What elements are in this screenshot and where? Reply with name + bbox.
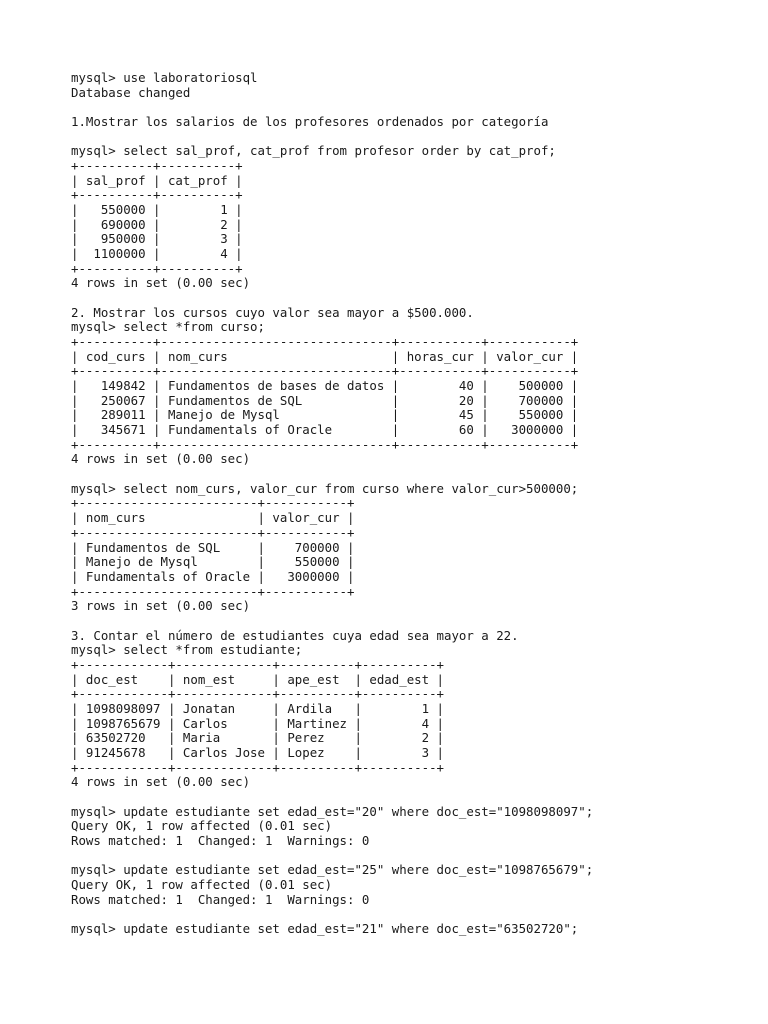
transcript-line: Database changed (71, 84, 191, 100)
transcript-line: 2. Mostrar los cursos cuyo valor sea mayor a $500.000. (71, 304, 474, 320)
transcript-line: | Fundamentals of Oracle | 3000000 | (71, 568, 355, 584)
transcript-line: mysql> update estudiante set edad_est="20" where doc_est="1098098097"; (71, 803, 594, 819)
transcript-line: mysql> select *from estudiante; (71, 642, 303, 658)
transcript-line: | 289011 | Manejo de Mysql | 45 | 550000 | (71, 407, 579, 423)
transcript-line (71, 130, 593, 145)
sql-session-transcript (71, 71, 593, 937)
transcript-line (71, 907, 593, 922)
transcript-line: | sal_prof | cat_prof | (71, 172, 243, 188)
transcript-line: Query OK, 1 row affected (0.01 sec) (71, 818, 333, 834)
transcript-line: | 1098765679 | Carlos | Martinez | 4 | (71, 715, 444, 731)
transcript-line (71, 467, 593, 482)
transcript-line: 1.Mostrar los salarios de los profesores ordenados por categoría (71, 114, 549, 130)
transcript-line: mysql> select sal_prof, cat_prof from profesor order by cat_prof; (71, 143, 556, 159)
transcript-line: | 345671 | Fundamentals of Oracle | 60 | 3000000 | (71, 422, 579, 438)
transcript-line: | 1100000 | 4 | (71, 246, 243, 262)
transcript-line (71, 849, 593, 864)
transcript-line (71, 614, 593, 629)
transcript-line (71, 100, 593, 115)
transcript-line: +----------+----------+ (71, 260, 243, 276)
transcript-line: +----------+-------------------------------+-----------+-----------+ (71, 436, 579, 452)
transcript-line: mysql> select nom_curs, valor_cur from curso where valor_cur>500000; (71, 480, 579, 496)
transcript-line: +----------+----------+ (71, 158, 243, 174)
transcript-line: | 950000 | 3 | (71, 231, 243, 247)
transcript-line: | 1098098097 | Jonatan | Ardila | 1 | (71, 700, 444, 716)
transcript-line: 3. Contar el número de estudiantes cuya edad sea mayor a 22. (71, 627, 519, 643)
transcript-line: +----------+-------------------------------+-----------+-----------+ (71, 363, 579, 379)
transcript-line: | 690000 | 2 | (71, 216, 243, 232)
transcript-line: +------------------------+-----------+ (71, 583, 355, 599)
transcript-line (71, 291, 593, 306)
transcript-line: | 91245678 | Carlos Jose | Lopez | 3 | (71, 744, 444, 760)
transcript-line: | 250067 | Fundamentos de SQL | 20 | 700000 | (71, 392, 579, 408)
transcript-line: Query OK, 1 row affected (0.01 sec) (71, 876, 333, 892)
transcript-line: | Manejo de Mysql | 550000 | (71, 554, 355, 570)
transcript-line: +----------+----------+ (71, 187, 243, 203)
transcript-line: | doc_est | nom_est | ape_est | edad_est | (71, 671, 444, 687)
transcript-line: +------------+-------------+----------+----------+ (71, 759, 444, 775)
transcript-line: +----------+-------------------------------+-----------+-----------+ (71, 334, 579, 350)
transcript-line: | Fundamentos de SQL | 700000 | (71, 539, 355, 555)
transcript-line: | 550000 | 1 | (71, 202, 243, 218)
transcript-line: Rows matched: 1 Changed: 1 Warnings: 0 (71, 832, 370, 848)
transcript-line: +------------------------+-----------+ (71, 495, 355, 511)
transcript-line: 4 rows in set (0.00 sec) (71, 451, 251, 467)
transcript-line: mysql> use laboratoriosql (71, 70, 258, 85)
transcript-line: 4 rows in set (0.00 sec) (71, 275, 251, 291)
transcript-line: mysql> select *from curso; (71, 319, 265, 335)
transcript-line: +------------+-------------+----------+----------+ (71, 686, 444, 702)
transcript-line: +------------+-------------+----------+----------+ (71, 656, 444, 672)
transcript-line: | 149842 | Fundamentos de bases de datos | 40 | 500000 | (71, 378, 579, 394)
transcript-line: | 63502720 | Maria | Perez | 2 | (71, 730, 444, 746)
transcript-line: mysql> update estudiante set edad_est="21" where doc_est="63502720"; (71, 920, 579, 936)
transcript-line: 3 rows in set (0.00 sec) (71, 598, 251, 614)
transcript-line: 4 rows in set (0.00 sec) (71, 774, 251, 790)
transcript-line: mysql> update estudiante set edad_est="25" where doc_est="1098765679"; (71, 862, 594, 878)
transcript-line (71, 790, 593, 805)
transcript-line: | cod_curs | nom_curs | horas_cur | valor_cur | (71, 348, 579, 364)
transcript-line: +------------------------+-----------+ (71, 524, 355, 540)
transcript-line: Rows matched: 1 Changed: 1 Warnings: 0 (71, 891, 370, 907)
transcript-line: | nom_curs | valor_cur | (71, 510, 355, 526)
